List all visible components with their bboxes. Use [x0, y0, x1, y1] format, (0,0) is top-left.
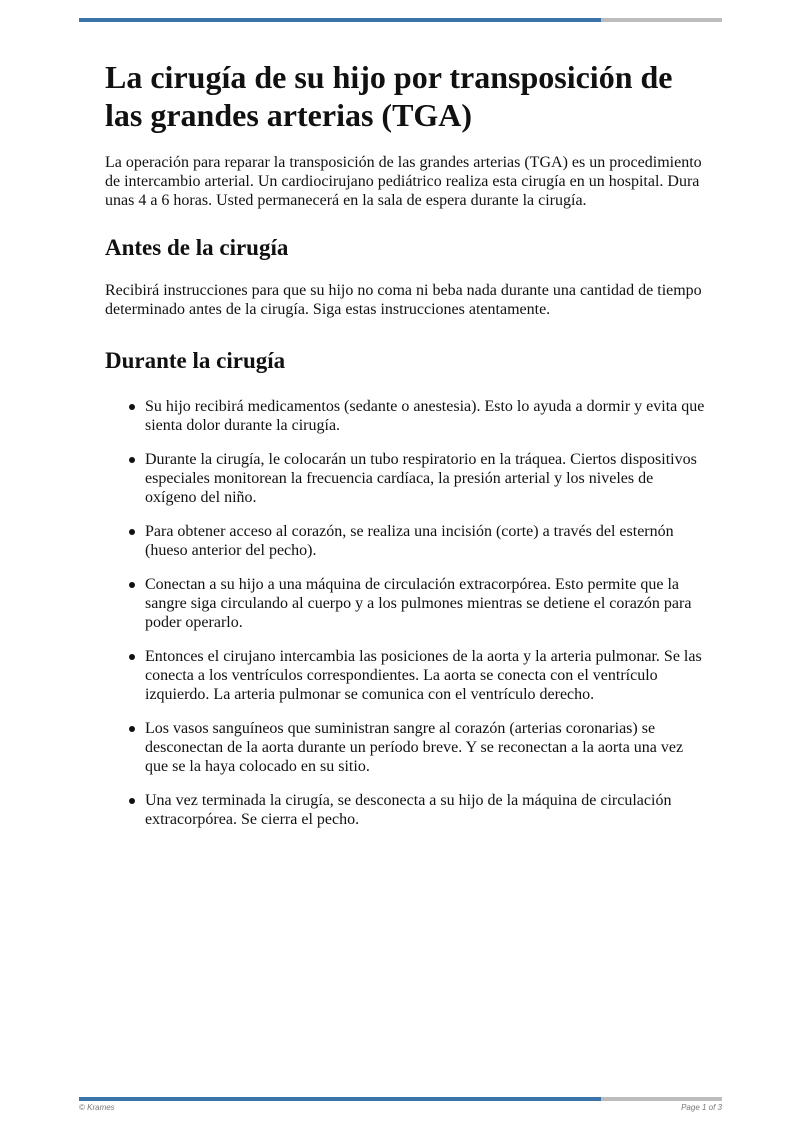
list-item [105, 791, 705, 829]
top-rule-grey [601, 18, 722, 22]
bullet-icon [129, 404, 135, 410]
bottom-rule-blue [79, 1097, 601, 1101]
list-item-text: Durante la cirugía, le colocarán un tubo respiratorio en la tráquea. Ciertos dispositivos especiales monitorean la frecuencia cardíaca, la presión arterial y los niveles de oxígeno del niño. [145, 451, 697, 506]
list-item-text: Su hijo recibirá medicamentos (sedante o anestesia). Esto lo ayuda a dormir y evita que sienta dolor durante la cirugía. [145, 398, 705, 434]
footer-page-number: Page 1 of 3 [681, 1103, 722, 1112]
list-item [105, 450, 705, 507]
list-item [105, 522, 705, 560]
bullet-icon [129, 529, 135, 535]
before-paragraph: Recibirá instrucciones para que su hijo no coma ni beba nada durante una cantidad de tiempo determinado antes de la cirugía. Siga estas instrucciones atentamente. [105, 282, 702, 318]
top-rule-blue [79, 18, 601, 22]
before-heading: Antes de la cirugía [105, 235, 289, 260]
list-item [105, 719, 705, 776]
bullet-icon [129, 654, 135, 660]
during-list [105, 397, 705, 829]
bullet-icon [129, 726, 135, 732]
page-footer [79, 1103, 722, 1112]
intro-paragraph: La operación para reparar la transposición de las grandes arterias (TGA) es un procedimiento de intercambio arterial. Un cardiocirujano pediátrico realiza esta cirugía en un hospital. Dura unas 4 a 6 horas. Usted permanecerá en la sala de espera durante la cirugía. [105, 154, 702, 209]
footer-copyright: © Krames [79, 1103, 115, 1112]
during-heading: Durante la cirugía [105, 348, 286, 373]
list-item-text: Los vasos sanguíneos que suministran sangre al corazón (arterias coronarias) se desconectan de la aorta durante un período breve. Y se reconectan a la aorta una vez que se la haya colocado en su sitio. [145, 720, 684, 775]
list-item-text: Para obtener acceso al corazón, se realiza una incisión (corte) a través del esternón (hueso anterior del pecho). [145, 523, 674, 559]
bullet-icon [129, 457, 135, 463]
list-item-text: Conectan a su hijo a una máquina de circulación extracorpórea. Esto permite que la sangre siga circulando al cuerpo y a los pulmones mientras se detiene el corazón para poder operarlo. [145, 576, 692, 631]
bottom-rule-grey [601, 1097, 722, 1101]
list-item [105, 397, 705, 435]
list-item [105, 575, 705, 632]
bullet-icon [129, 798, 135, 804]
document-content [105, 58, 705, 844]
list-item [105, 647, 705, 704]
bottom-rule [79, 1097, 722, 1101]
list-item-text: Entonces el cirujano intercambia las posiciones de la aorta y la arteria pulmonar. Se las conecta a los ventrículos correspondientes. La aorta se conecta con el ventrículo izquierdo. La arteria pulmonar se comunica con el ventrículo derecho. [145, 648, 702, 703]
document-title: La cirugía de su hijo por transposición de las grandes arterias (TGA) [105, 59, 673, 133]
top-rule [79, 18, 722, 22]
list-item-text: Una vez terminada la cirugía, se desconecta a su hijo de la máquina de circulación extracorpórea. Se cierra el pecho. [145, 792, 672, 828]
bullet-icon [129, 582, 135, 588]
